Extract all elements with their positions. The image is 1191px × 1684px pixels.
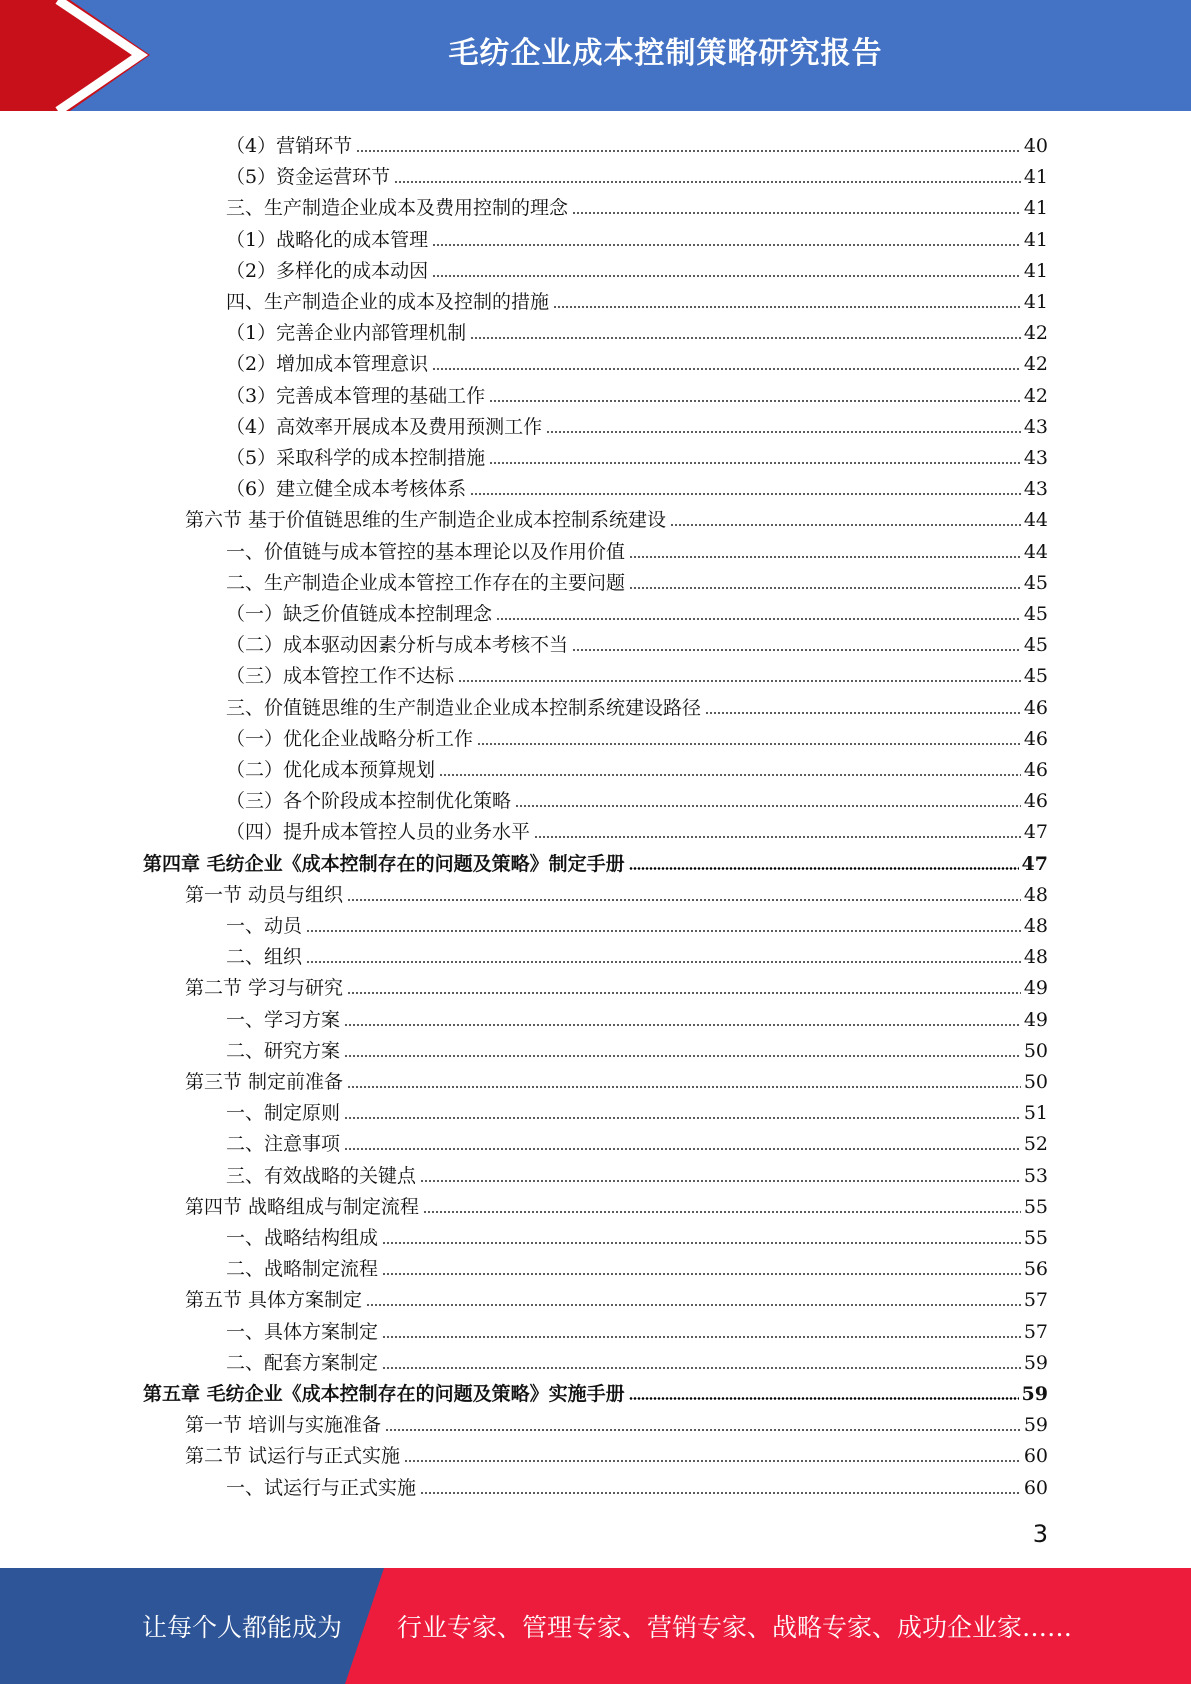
toc-entry-page: 49: [1023, 1008, 1048, 1031]
toc-entry[interactable]: [226, 782, 1048, 813]
toc-entry-page: 42: [1023, 322, 1048, 345]
toc-dot-leader: [382, 1367, 1021, 1369]
toc-entry[interactable]: [226, 626, 1048, 657]
toc-entry[interactable]: [226, 470, 1048, 501]
toc-dot-leader: [382, 1336, 1021, 1338]
toc-entry-title: （5）采取科学的成本控制措施: [226, 447, 486, 469]
toc-entry-page: 45: [1023, 634, 1048, 657]
toc-entry-page: 46: [1023, 759, 1048, 781]
toc-entry-page: 57: [1023, 1320, 1048, 1343]
toc-entry-page: 41: [1023, 166, 1048, 189]
toc-entry[interactable]: [185, 1063, 1048, 1094]
toc-entry[interactable]: [226, 1001, 1048, 1032]
toc-entry-page: 49: [1023, 977, 1048, 1000]
page-header: [0, 0, 1191, 111]
toc-entry[interactable]: [226, 1344, 1048, 1375]
toc-entry[interactable]: [226, 751, 1048, 782]
toc-entry-page: 46: [1023, 727, 1048, 750]
toc-dot-leader: [572, 649, 1021, 651]
toc-entry-title: 第二节 学习与研究: [185, 977, 344, 1000]
toc-entry-title: 第五章 毛纺企业《成本控制存在的问题及策略》实施手册: [143, 1383, 625, 1405]
toc-dot-leader: [394, 181, 1021, 183]
toc-entry-title: （5）资金运营环节: [226, 166, 391, 189]
toc-entry[interactable]: [226, 1032, 1048, 1063]
toc-entry-page: 47: [1023, 821, 1048, 844]
toc-entry-page: 55: [1023, 1227, 1048, 1249]
toc-dot-leader: [344, 1148, 1021, 1150]
toc-entry[interactable]: [226, 1094, 1048, 1125]
toc-entry-page: 55: [1023, 1195, 1048, 1218]
toc-dot-leader: [420, 1492, 1021, 1494]
toc-entry-page: 46: [1023, 790, 1048, 813]
toc-entry[interactable]: [226, 907, 1048, 938]
toc-entry[interactable]: [185, 1406, 1048, 1437]
toc-entry-page: 45: [1023, 571, 1048, 594]
toc-entry[interactable]: [226, 1469, 1048, 1500]
toc-entry[interactable]: [226, 564, 1048, 595]
toc-entry-page: 59: [1023, 1351, 1048, 1374]
toc-entry-title: （一）优化企业战略分析工作: [226, 727, 474, 750]
toc-entry[interactable]: [226, 345, 1048, 376]
toc-dot-leader: [670, 524, 1021, 526]
toc-dot-leader: [629, 556, 1021, 558]
toc-entry-page: 42: [1023, 384, 1048, 407]
toc-entry[interactable]: [226, 938, 1048, 969]
toc-entry[interactable]: [185, 1188, 1048, 1219]
toc-entry[interactable]: [185, 501, 1048, 532]
toc-dot-leader: [344, 1024, 1021, 1026]
toc-dot-leader: [458, 680, 1021, 682]
toc-entry-page: 40: [1023, 135, 1048, 157]
toc-entry-page: 50: [1023, 1039, 1048, 1062]
toc-entry[interactable]: [226, 158, 1048, 189]
toc-dot-leader: [420, 1180, 1021, 1182]
toc-entry-title: （一）缺乏价值链成本控制理念: [226, 603, 493, 625]
toc-entry-page: 44: [1023, 509, 1048, 532]
toc-entry-page: 41: [1023, 228, 1048, 251]
toc-entry[interactable]: [226, 127, 1048, 158]
toc-entry-title: 二、研究方案: [226, 1039, 341, 1062]
toc-entry[interactable]: [226, 1219, 1048, 1250]
toc-dot-leader: [306, 961, 1021, 963]
toc-entry-title: 第二节 试运行与正式实施: [185, 1445, 401, 1468]
toc-entry[interactable]: [185, 1437, 1048, 1468]
header-red-arrow-decoration: [0, 0, 150, 111]
toc-entry[interactable]: [226, 314, 1048, 345]
toc-entry-title: （6）建立健全成本考核体系: [226, 478, 467, 501]
toc-dot-leader: [356, 150, 1021, 152]
toc-entry-title: 二、战略制定流程: [226, 1258, 379, 1281]
toc-entry[interactable]: [143, 1375, 1048, 1406]
toc-dot-leader: [382, 1273, 1021, 1275]
toc-entry-page: 59: [1023, 1414, 1048, 1437]
toc-entry[interactable]: [185, 969, 1048, 1000]
toc-entry[interactable]: [226, 221, 1048, 252]
toc-entry-page: 46: [1023, 696, 1048, 719]
toc-entry-title: （1）战略化的成本管理: [226, 228, 429, 251]
footer-slogan-right: 行业专家、管理专家、营销专家、战略专家、成功企业家……: [397, 1613, 1073, 1642]
toc-entry-title: 一、具体方案制定: [226, 1320, 379, 1343]
toc-entry[interactable]: [226, 408, 1048, 439]
toc-entry[interactable]: [226, 1250, 1048, 1281]
toc-entry-page: 41: [1023, 197, 1048, 220]
toc-dot-leader: [553, 306, 1021, 308]
document-title: 毛纺企业成本控制策略研究报告: [448, 36, 883, 71]
toc-entry-page: 47: [1021, 852, 1048, 875]
toc-entry-title: 第三节 制定前准备: [185, 1071, 344, 1093]
toc-dot-leader: [629, 587, 1021, 589]
toc-entry[interactable]: [226, 813, 1048, 844]
toc-entry-page: 60: [1023, 1476, 1048, 1499]
toc-dot-leader: [423, 1211, 1021, 1213]
toc-entry-title: 一、动员: [226, 915, 303, 937]
toc-entry-title: 三、生产制造企业成本及费用控制的理念: [226, 197, 569, 220]
toc-entry[interactable]: [226, 595, 1048, 626]
toc-dot-leader: [705, 712, 1021, 714]
toc-entry-page: 45: [1023, 603, 1048, 625]
toc-dot-leader: [432, 244, 1021, 246]
toc-entry-title: （三）成本管控工作不达标: [226, 665, 455, 688]
toc-entry-page: 41: [1023, 259, 1048, 282]
toc-entry-page: 42: [1023, 353, 1048, 376]
toc-dot-leader: [534, 836, 1021, 838]
toc-entry[interactable]: [226, 1157, 1048, 1188]
toc-dot-leader: [404, 1460, 1021, 1462]
footer-slogan-left: 让每个人都能成为: [142, 1613, 343, 1642]
toc-entry-page: 45: [1023, 665, 1048, 688]
page-number: 3: [1032, 1520, 1048, 1548]
toc-entry-page: 48: [1023, 946, 1048, 969]
toc-entry-page: 44: [1023, 540, 1048, 563]
toc-entry-title: （四）提升成本管控人员的业务水平: [226, 821, 531, 844]
toc-dot-leader: [382, 1242, 1021, 1244]
toc-entry-title: 一、学习方案: [226, 1008, 341, 1031]
toc-entry-page: 51: [1023, 1102, 1048, 1125]
toc-entry-title: 二、组织: [226, 946, 303, 969]
toc-entry[interactable]: [185, 876, 1048, 907]
toc-dot-leader: [489, 400, 1021, 402]
toc-entry-page: 50: [1023, 1071, 1048, 1093]
toc-entry[interactable]: [226, 189, 1048, 220]
toc-entry-title: 二、注意事项: [226, 1133, 341, 1156]
toc-entry-title: 第五节 具体方案制定: [185, 1289, 363, 1312]
toc-dot-leader: [629, 1397, 1019, 1400]
toc-entry[interactable]: [143, 845, 1048, 876]
toc-entry-page: 48: [1023, 915, 1048, 937]
toc-entry[interactable]: [226, 283, 1048, 314]
toc-entry-title: 第六节 基于价值链思维的生产制造企业成本控制系统建设: [185, 509, 667, 532]
toc-entry-page: 60: [1023, 1445, 1048, 1468]
toc-entry-page: 43: [1023, 415, 1048, 438]
toc-entry-title: 一、战略结构组成: [226, 1227, 379, 1249]
toc-entry-title: 第一节 动员与组织: [185, 883, 344, 906]
toc-entry-title: 四、生产制造企业的成本及控制的措施: [226, 291, 550, 313]
toc-entry-title: （二）优化成本预算规划: [226, 759, 436, 781]
toc-dot-leader: [385, 1429, 1021, 1431]
toc-dot-leader: [344, 1055, 1021, 1057]
toc-entry[interactable]: [226, 377, 1048, 408]
toc-entry-title: 第四章 毛纺企业《成本控制存在的问题及策略》制定手册: [143, 852, 625, 875]
toc-dot-leader: [347, 1086, 1021, 1088]
toc-entry[interactable]: [226, 689, 1048, 720]
toc-entry[interactable]: [226, 657, 1048, 688]
toc-entry-title: （三）各个阶段成本控制优化策略: [226, 790, 512, 813]
toc-entry-page: 53: [1023, 1164, 1048, 1187]
toc-entry-page: 48: [1023, 883, 1048, 906]
toc-entry-title: 一、价值链与成本管控的基本理论以及作用价值: [226, 540, 626, 563]
toc-dot-leader: [496, 618, 1021, 620]
toc-entry-title: （4）高效率开展成本及费用预测工作: [226, 415, 543, 438]
toc-entry[interactable]: [226, 439, 1048, 470]
toc-dot-leader: [306, 930, 1021, 932]
page-footer: [0, 1568, 1191, 1684]
toc-entry[interactable]: [185, 1281, 1048, 1312]
toc-entry-title: 三、价值链思维的生产制造业企业成本控制系统建设路径: [226, 696, 702, 719]
toc-entry-title: 二、生产制造企业成本管控工作存在的主要问题: [226, 571, 626, 594]
toc-dot-leader: [439, 774, 1021, 776]
toc-dot-leader: [344, 1117, 1021, 1119]
toc-entry[interactable]: [226, 1313, 1048, 1344]
toc-dot-leader: [470, 493, 1021, 495]
toc-dot-leader: [366, 1304, 1021, 1306]
toc-entry-page: 43: [1023, 478, 1048, 501]
toc-dot-leader: [572, 212, 1021, 214]
toc-entry-page: 43: [1023, 447, 1048, 469]
toc-entry[interactable]: [226, 533, 1048, 564]
toc-dot-leader: [515, 805, 1021, 807]
toc-entry-title: （2）增加成本管理意识: [226, 353, 429, 376]
toc-entry-title: （2）多样化的成本动因: [226, 259, 429, 282]
toc-entry-title: 第一节 培训与实施准备: [185, 1414, 382, 1437]
toc-entry-page: 59: [1021, 1383, 1048, 1405]
toc-entry-page: 57: [1023, 1289, 1048, 1312]
toc-entry-title: 一、试运行与正式实施: [226, 1476, 417, 1499]
toc-entry-page: 52: [1023, 1133, 1048, 1156]
toc-entry[interactable]: [226, 720, 1048, 751]
toc-dot-leader: [477, 743, 1021, 745]
toc-entry-title: 二、配套方案制定: [226, 1351, 379, 1374]
toc-dot-leader: [432, 368, 1021, 370]
toc-dot-leader: [432, 275, 1021, 277]
toc-entry-page: 41: [1023, 291, 1048, 313]
toc-dot-leader: [546, 431, 1021, 433]
toc-entry-title: （4）营销环节: [226, 135, 353, 157]
toc-entry-title: （3）完善成本管理的基础工作: [226, 384, 486, 407]
toc-entry-title: （1）完善企业内部管理机制: [226, 322, 467, 345]
toc-entry-title: （二）成本驱动因素分析与成本考核不当: [226, 634, 569, 657]
toc-entry[interactable]: [226, 1125, 1048, 1156]
toc-entry-title: 一、制定原则: [226, 1102, 341, 1125]
toc-dot-leader: [629, 867, 1019, 870]
toc-entry-page: 56: [1023, 1258, 1048, 1281]
toc-dot-leader: [347, 992, 1021, 994]
toc-entry-title: 第四节 战略组成与制定流程: [185, 1195, 420, 1218]
toc-dot-leader: [489, 462, 1021, 464]
toc-entry-title: 三、有效战略的关键点: [226, 1164, 417, 1187]
toc-entry[interactable]: [226, 252, 1048, 283]
toc-dot-leader: [347, 899, 1021, 901]
toc-dot-leader: [470, 337, 1021, 339]
